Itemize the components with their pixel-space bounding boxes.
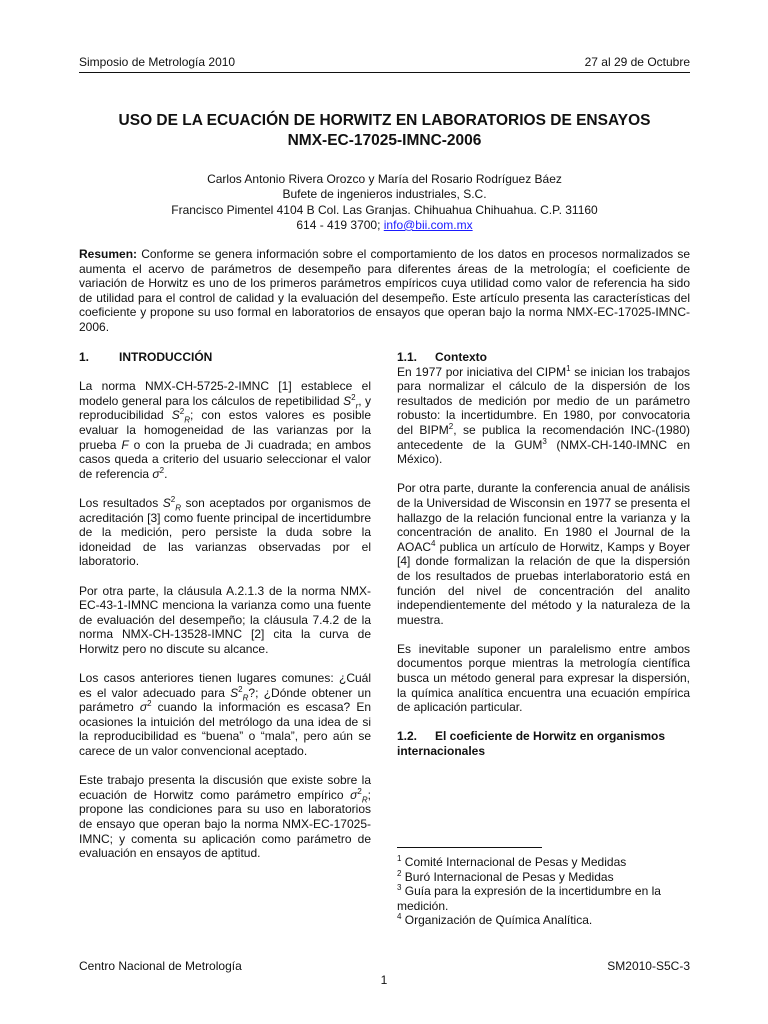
intro-paragraph-4 (79, 671, 371, 759)
abstract-label: Resumen: (79, 247, 138, 261)
author-email-link[interactable]: info@bii.com.mx (383, 217, 473, 232)
author-address: Francisco Pimentel 4104 B Col. Las Granjas. Chihuahua Chihuahua. C.P. 31160 (171, 202, 598, 217)
symbol-sup: 2 (170, 494, 176, 504)
text-run: Los casos anteriores tienen lugares comunes: ¿Cuál es el valor adecuado para (79, 671, 371, 700)
footnote-ref-4[interactable]: 4 (431, 538, 436, 548)
text-run: ; propone las condiciones para su uso en laboratorios de ensayo que operan bajo la norma NMX-EC-17025-IMNC; y comenta su aplicación como parámetro de evaluación en ensayos de aptitud. (79, 787, 371, 861)
header-dates: 27 al 29 de Octubre (584, 55, 690, 69)
context-paragraph-3: Es inevitable suponer un paralelismo entre ambos documentos porque mientras la metrología científica busca un método general para expresar la dispersión, la química analítica encuentra una ecuación empírica de aplicación particular. (397, 641, 690, 715)
abstract (79, 247, 690, 335)
subsection-heading-contexto (397, 350, 690, 365)
symbol-sigma: σ (139, 700, 148, 715)
symbol-s: S (343, 393, 352, 408)
footer-institution: Centro Nacional de Metrología (79, 959, 242, 973)
footer-paper-code: SM2010-S5C-3 (607, 959, 690, 973)
header-rule (79, 72, 690, 73)
author-affiliation: Bufete de ingenieros industriales, S.C. (282, 187, 487, 202)
section-heading-introduccion (79, 350, 371, 365)
intro-paragraph-3: Por otra parte, la cláusula A.2.1.3 de la norma NMX-EC-43-1-IMNC menciona la varianza como una fuente de evaluación del desempeño; la cláusula 7.4.2 de la norma NMX-CH-13528-IMNC [2] cita la curva de Horwitz pero no discute su alcance. (79, 583, 371, 656)
footnote-text: Comité Internacional de Pesas y Medidas (401, 855, 627, 869)
footnote-text: Organización de Química Analítica. (401, 913, 593, 928)
symbol-f: F (121, 437, 129, 452)
footnote-number: 2 (397, 868, 402, 878)
footnote-ref-1[interactable]: 1 (566, 363, 571, 373)
symbol-sup: 2 (357, 786, 362, 796)
footnote-ref-3[interactable]: 3 (542, 436, 547, 446)
intro-paragraph-2 (79, 496, 371, 569)
text-run: . (164, 466, 168, 481)
text-run: La norma NMX-CH-5725-2-IMNC [1] establece el modelo general para los cálculos de repetibilidad (79, 379, 371, 408)
text-run: Este trabajo presenta la discusión que existe sobre la ecuación de Horwitz como parámetro empírico (79, 773, 371, 802)
text-run: son aceptados por organismos de acreditación [3] como fuente principal de incertidumbre de la medición, pero persiste la duda sobre la idoneidad de las varianzas observadas por el laboratorio. (79, 495, 371, 569)
footnote-number: 4 (397, 912, 402, 922)
symbol-sub: R (175, 503, 181, 513)
footnote-rule (397, 847, 542, 848)
abstract-text: Conforme se genera información sobre el comportamiento de los datos en procesos normalizados se aumenta el acervo de parámetros de desempeño para diferentes áreas de la metrología; el coeficiente de variación de Horwitz es uno de los primeros parámetros empíricos cuya utilidad como valor de referencia ha sido de utilidad para el control de calidad y la evaluación del desempeño. Este artículo presenta las características del coeficiente y propone su uso formal en laboratorios de ensayos que operan bajo la norma NMX-EC-17025-IMNC-2006. (79, 247, 690, 334)
symbol-s: S (230, 685, 239, 700)
symbol-sigma: σ (152, 466, 160, 481)
subsection-number: 1.1. (397, 350, 418, 364)
footnotes (397, 855, 690, 928)
symbol-s: S (171, 408, 180, 423)
footnote-1 (397, 855, 690, 870)
footnote-2 (397, 870, 690, 885)
symbol-sub: r (355, 401, 359, 411)
text-run: , se publica la recomendación INC-(1980) antecedente de la GUM (397, 422, 691, 452)
footnote-number: 3 (397, 883, 402, 893)
text-run: se inician los trabajos para normalizar el cálculo de la dispersión de los resultados de medición por medio de un parámetro robusto: la incertidumbre. En 1980, por convocatoria del BIPM (397, 364, 690, 437)
author-phone: 614 - 419 3700; (296, 217, 384, 232)
symbol-sup: 2 (238, 684, 243, 694)
text-run: o con la prueba de Ji cuadrada; en ambos casos queda a criterio del usuario seleccionar el valor de referencia (79, 437, 372, 481)
subsection-number: 1.2. (397, 729, 418, 744)
text-run: ?; ¿Dónde obtener un parámetro (79, 685, 371, 715)
text-run: (NMX-CH-140-IMNC en México). (397, 437, 691, 467)
header-conference: Simposio de Metrología 2010 (79, 55, 236, 69)
symbol-sub: R (184, 415, 191, 425)
symbol-sub: R (361, 795, 368, 805)
symbol-s: S (162, 495, 171, 510)
author-contact (79, 218, 690, 233)
symbol-sup: 2 (351, 392, 356, 402)
symbol-sup: 2 (147, 699, 152, 709)
footnote-number: 1 (397, 854, 402, 863)
symbol-sup: 2 (179, 407, 185, 417)
intro-paragraph-5 (79, 773, 371, 861)
footnote-3 (397, 884, 690, 913)
text-run: , y reproducibilidad (79, 393, 372, 423)
subsection-heading-horwitz (397, 729, 690, 758)
left-column (79, 350, 371, 875)
text-run: publica un artículo de Horwitz, Kamps y Boyer [4] donde formalizan la relación de que la dispersión de los resultados de pruebas interlaboratorio está en función del nivel de concentración del analito independientemente del método y la naturaleza de la muestra. (397, 539, 690, 627)
section-title: INTRODUCCIÓN (119, 350, 213, 364)
text-run: Por otra parte, durante la conferencia anual de análisis de la Universidad de Wisconsin en 1977 se presenta el hallazgo de la relación funcional entre la varianza y la concentración de analito. En 1980 el Journal de la AOAC (397, 481, 690, 554)
footnote-text: Buró Internacional de Pesas y Medidas (401, 869, 614, 884)
text-run: Los resultados (79, 495, 163, 510)
title-line-2: NMX-EC-17025-IMNC-2006 (287, 132, 482, 149)
page-number: 1 (380, 973, 388, 987)
footnote-text: Guía para la expresión de la incertidumbre en la medición. (397, 884, 661, 913)
title-line-1: USO DE LA ECUACIÓN DE HORWITZ EN LABORATORIOS DE ENSAYOS (118, 112, 651, 129)
text-run: cuando la información es escasa? En ocasiones la intuición del metrólogo da una idea de si la reproducibilidad es “buena” o “mala”, pero aún se carece de un valor convencional aceptado. (79, 700, 371, 759)
text-run: En 1977 por iniciativa del CIPM (397, 364, 567, 379)
author-names: Carlos Antonio Rivera Orozco y María del Rosario Rodríguez Báez (207, 172, 562, 186)
symbol-sup: 2 (159, 465, 165, 475)
symbol-sigma: σ (350, 787, 358, 802)
symbol-sub: R (242, 693, 249, 703)
context-paragraph-2 (397, 481, 690, 627)
right-column (397, 350, 690, 773)
subsection-title: Contexto (435, 350, 487, 364)
subsection-title: El coeficiente de Horwitz en organismos internacionales (397, 729, 666, 759)
author-block (79, 172, 690, 233)
footnote-ref-2[interactable]: 2 (448, 421, 454, 431)
context-paragraph-1 (397, 365, 690, 467)
footnote-4 (397, 913, 690, 928)
text-run: ; con estos valores es posible evaluar la homogeneidad de las varianzas por la prueba (79, 408, 371, 452)
intro-paragraph-1 (79, 379, 371, 481)
section-number: 1. (79, 350, 90, 364)
paper-title (79, 111, 690, 151)
